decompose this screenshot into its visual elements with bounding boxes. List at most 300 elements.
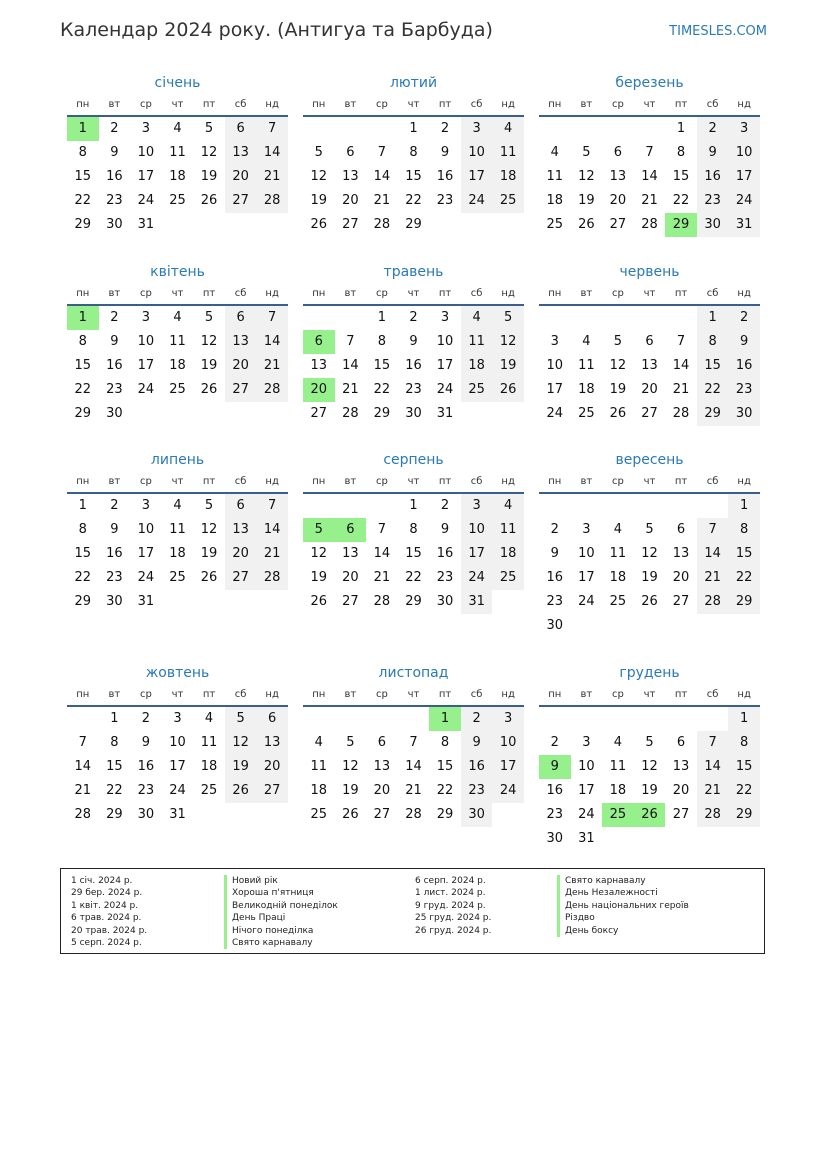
weekday-label: вт xyxy=(344,476,357,487)
weekday-label: пн xyxy=(312,288,326,299)
day-cell: 18 xyxy=(200,759,218,774)
day-cell: 1 xyxy=(78,498,87,513)
day-cell: 3 xyxy=(141,310,151,325)
day-cell: 26 xyxy=(641,594,658,609)
day-cell: 31 xyxy=(137,594,155,609)
day-grid xyxy=(539,306,760,426)
weekday-label: сб xyxy=(706,689,719,700)
weekday-label: чт xyxy=(407,99,420,110)
day-grid xyxy=(539,494,760,638)
day-cell: 25 xyxy=(492,566,524,590)
day-cell: 8 xyxy=(728,731,760,755)
day-cell: 22 xyxy=(405,570,422,585)
page-title: Календар 2024 року. (Антигуа та Барбуда) xyxy=(60,19,493,41)
day-grid xyxy=(67,306,288,426)
holiday-day-cell: 6 xyxy=(303,330,335,354)
day-cell: 7 xyxy=(697,731,729,755)
day-cell: 11 xyxy=(200,735,218,750)
day-cell: 12 xyxy=(578,169,595,184)
weekday-label: вт xyxy=(580,476,593,487)
day-cell: 3 xyxy=(550,334,559,349)
day-cell: 14 xyxy=(697,755,729,779)
day-cell: 10 xyxy=(461,518,493,542)
weekday-label: пн xyxy=(548,689,562,700)
day-cell: 25 xyxy=(578,406,595,421)
day-cell: 8 xyxy=(697,330,729,354)
empty-cell xyxy=(602,117,634,141)
day-cell: 3 xyxy=(728,117,760,141)
weekday-label: пт xyxy=(674,476,688,487)
day-cell: 25 xyxy=(546,217,564,232)
day-cell: 16 xyxy=(436,546,454,561)
weekday-label: нд xyxy=(737,99,751,110)
month-block xyxy=(67,262,288,426)
empty-cell xyxy=(539,306,571,330)
site-link[interactable]: TIMESLES.COM xyxy=(669,24,767,39)
day-cell: 19 xyxy=(578,193,595,208)
weekday-label: пн xyxy=(548,288,562,299)
month-name: липень xyxy=(150,452,205,468)
day-cell: 19 xyxy=(641,570,658,585)
day-cell: 28 xyxy=(697,803,729,827)
day-cell: 2 xyxy=(110,310,119,325)
day-cell: 23 xyxy=(137,783,155,798)
month-block xyxy=(539,73,760,237)
day-cell: 30 xyxy=(546,618,564,633)
day-cell: 25 xyxy=(169,382,186,397)
day-cell: 11 xyxy=(169,334,186,349)
day-cell: 15 xyxy=(405,546,422,561)
weekday-label: сб xyxy=(234,689,247,700)
day-cell: 19 xyxy=(641,783,658,798)
legend-date: 9 груд. 2024 р. xyxy=(415,900,486,911)
month-name: лютий xyxy=(389,75,438,91)
day-cell: 23 xyxy=(106,193,123,208)
empty-cell xyxy=(398,707,430,731)
weekday-label: сб xyxy=(234,476,247,487)
day-cell: 12 xyxy=(200,522,218,537)
empty-cell xyxy=(571,707,603,731)
weekday-label: нд xyxy=(501,99,515,110)
weekday-label: ср xyxy=(375,288,388,299)
day-cell: 8 xyxy=(78,334,87,349)
weekday-label: вт xyxy=(344,99,357,110)
day-cell: 23 xyxy=(728,378,760,402)
weekday-label: сб xyxy=(234,99,247,110)
day-cell: 29 xyxy=(697,402,729,426)
legend-holiday-name: День національних героїв xyxy=(557,900,689,912)
day-cell: 1 xyxy=(110,711,119,726)
day-cell: 31 xyxy=(461,590,493,614)
weekday-label: ср xyxy=(139,288,152,299)
weekday-label: чт xyxy=(643,689,656,700)
weekday-label: ср xyxy=(611,99,624,110)
day-cell: 7 xyxy=(256,117,288,141)
day-cell: 12 xyxy=(225,731,257,755)
day-cell: 12 xyxy=(609,358,627,373)
legend-holiday-name: Різдво xyxy=(557,912,689,924)
day-cell: 11 xyxy=(609,759,627,774)
day-cell: 23 xyxy=(436,570,454,585)
weekday-label: вт xyxy=(108,476,121,487)
weekday-label: пт xyxy=(202,288,216,299)
weekday-label: пт xyxy=(674,99,688,110)
day-cell: 23 xyxy=(546,594,564,609)
day-cell: 25 xyxy=(492,189,524,213)
day-grid xyxy=(67,494,288,614)
day-cell: 12 xyxy=(342,759,359,774)
weekday-label: ср xyxy=(139,476,152,487)
day-cell: 9 xyxy=(110,145,119,160)
day-cell: 30 xyxy=(697,213,729,237)
day-cell: 30 xyxy=(106,217,123,232)
day-cell: 19 xyxy=(342,783,359,798)
legend-holiday-name: День Праці xyxy=(224,912,338,924)
holiday-day-cell: 1 xyxy=(67,117,99,141)
day-cell: 6 xyxy=(676,735,686,750)
day-cell: 22 xyxy=(436,783,454,798)
day-cell: 11 xyxy=(546,169,564,184)
weekday-label: сб xyxy=(470,99,483,110)
weekday-header xyxy=(303,474,524,490)
month-name: червень xyxy=(619,264,680,280)
legend-date: 26 груд. 2024 р. xyxy=(415,925,492,936)
weekday-header xyxy=(303,97,524,113)
day-cell: 19 xyxy=(492,354,524,378)
weekday-header xyxy=(67,286,288,302)
day-cell: 13 xyxy=(342,546,359,561)
day-cell: 16 xyxy=(106,169,123,184)
day-cell: 14 xyxy=(405,759,422,774)
weekday-header xyxy=(539,474,760,490)
empty-cell xyxy=(366,707,398,731)
weekday-label: вт xyxy=(344,288,357,299)
day-cell: 10 xyxy=(436,334,454,349)
day-cell: 20 xyxy=(256,755,288,779)
day-cell: 6 xyxy=(225,117,257,141)
month-block xyxy=(67,73,288,237)
day-cell: 14 xyxy=(373,546,391,561)
day-cell: 12 xyxy=(200,145,218,160)
month-block xyxy=(67,663,288,827)
weekday-label: вт xyxy=(108,689,121,700)
holiday-day-cell: 20 xyxy=(303,378,335,402)
weekday-label: пн xyxy=(312,689,326,700)
day-cell: 26 xyxy=(609,406,627,421)
day-cell: 8 xyxy=(78,522,87,537)
day-cell: 24 xyxy=(137,382,155,397)
month-block xyxy=(303,73,524,237)
day-cell: 13 xyxy=(310,358,328,373)
day-cell: 1 xyxy=(377,310,387,325)
legend-names-col-1 xyxy=(224,875,338,949)
day-cell: 17 xyxy=(578,783,595,798)
day-cell: 30 xyxy=(106,594,123,609)
day-cell: 16 xyxy=(546,570,564,585)
legend-holiday-name: Нічого понеділка xyxy=(224,925,338,937)
day-cell: 11 xyxy=(492,518,524,542)
day-cell: 24 xyxy=(492,779,524,803)
day-cell: 14 xyxy=(256,141,288,165)
day-cell: 29 xyxy=(106,807,123,822)
weekday-header xyxy=(67,97,288,113)
day-cell: 23 xyxy=(106,382,123,397)
day-cell: 18 xyxy=(492,165,524,189)
legend-holiday-name: День боксу xyxy=(557,925,689,937)
day-cell: 16 xyxy=(461,755,493,779)
empty-cell xyxy=(602,494,634,518)
day-cell: 3 xyxy=(141,498,151,513)
day-cell: 12 xyxy=(641,546,658,561)
day-cell: 16 xyxy=(728,354,760,378)
day-cell: 16 xyxy=(137,759,155,774)
day-cell: 15 xyxy=(373,358,391,373)
legend-holiday-name: Великодній понеділок xyxy=(224,900,338,912)
day-cell: 3 xyxy=(582,735,591,750)
legend-holiday-name: Свято карнавалу xyxy=(557,875,689,887)
day-cell: 4 xyxy=(492,494,524,518)
day-cell: 25 xyxy=(169,193,186,208)
day-cell: 21 xyxy=(74,783,92,798)
day-cell: 24 xyxy=(169,783,186,798)
day-cell: 21 xyxy=(405,783,422,798)
day-cell: 5 xyxy=(225,707,257,731)
day-cell: 23 xyxy=(405,382,422,397)
month-name: травень xyxy=(383,264,444,280)
empty-cell xyxy=(539,117,571,141)
weekday-header xyxy=(303,286,524,302)
day-cell: 28 xyxy=(641,217,658,232)
day-cell: 25 xyxy=(461,378,493,402)
day-cell: 27 xyxy=(225,189,257,213)
day-cell: 21 xyxy=(373,570,391,585)
day-cell: 26 xyxy=(492,378,524,402)
day-cell: 15 xyxy=(728,542,760,566)
day-cell: 28 xyxy=(373,594,391,609)
day-cell: 4 xyxy=(613,522,623,537)
day-cell: 2 xyxy=(440,121,450,136)
weekday-label: пт xyxy=(438,99,452,110)
day-cell: 20 xyxy=(342,193,359,208)
day-cell: 7 xyxy=(377,145,387,160)
day-cell: 9 xyxy=(550,546,559,561)
day-cell: 18 xyxy=(609,783,627,798)
day-cell: 7 xyxy=(78,735,87,750)
day-cell: 10 xyxy=(461,141,493,165)
day-cell: 15 xyxy=(74,169,92,184)
empty-cell xyxy=(67,707,99,731)
day-cell: 9 xyxy=(110,334,119,349)
day-grid xyxy=(67,117,288,237)
day-cell: 21 xyxy=(672,382,690,397)
month-block xyxy=(303,663,524,827)
weekday-label: пн xyxy=(312,99,326,110)
day-cell: 17 xyxy=(137,546,155,561)
day-cell: 20 xyxy=(641,382,658,397)
day-cell: 21 xyxy=(256,354,288,378)
day-cell: 28 xyxy=(256,378,288,402)
day-cell: 28 xyxy=(672,406,690,421)
day-cell: 13 xyxy=(672,546,690,561)
day-cell: 10 xyxy=(546,358,564,373)
weekday-label: пт xyxy=(202,99,216,110)
empty-cell xyxy=(571,117,603,141)
day-cell: 15 xyxy=(106,759,123,774)
empty-cell xyxy=(602,707,634,731)
day-cell: 13 xyxy=(225,518,257,542)
day-cell: 19 xyxy=(200,546,218,561)
weekday-label: сб xyxy=(470,288,483,299)
day-cell: 24 xyxy=(728,189,760,213)
day-cell: 21 xyxy=(256,542,288,566)
day-cell: 2 xyxy=(409,310,418,325)
day-cell: 20 xyxy=(609,193,627,208)
day-cell: 17 xyxy=(492,755,524,779)
day-grid xyxy=(539,117,760,237)
holiday-day-cell: 29 xyxy=(665,213,697,237)
day-cell: 26 xyxy=(225,779,257,803)
day-cell: 30 xyxy=(461,803,493,827)
day-cell: 11 xyxy=(492,141,524,165)
day-cell: 4 xyxy=(613,735,623,750)
weekday-label: пн xyxy=(76,288,90,299)
weekday-label: пн xyxy=(76,476,90,487)
day-cell: 19 xyxy=(310,570,328,585)
day-cell: 18 xyxy=(461,354,493,378)
day-cell: 27 xyxy=(225,566,257,590)
day-cell: 17 xyxy=(137,169,155,184)
day-cell: 15 xyxy=(728,755,760,779)
legend-date: 6 серп. 2024 р. xyxy=(415,876,486,886)
day-cell: 20 xyxy=(225,542,257,566)
day-cell: 7 xyxy=(409,735,418,750)
empty-cell xyxy=(665,306,697,330)
day-cell: 26 xyxy=(578,217,595,232)
empty-cell xyxy=(571,494,603,518)
day-cell: 14 xyxy=(256,518,288,542)
day-cell: 6 xyxy=(256,707,288,731)
weekday-header xyxy=(303,687,524,703)
day-cell: 6 xyxy=(645,334,654,349)
day-cell: 24 xyxy=(461,189,493,213)
empty-cell xyxy=(697,707,729,731)
weekday-label: пт xyxy=(202,689,216,700)
day-cell: 4 xyxy=(173,121,182,136)
holiday-day-cell: 25 xyxy=(602,803,634,827)
day-cell: 22 xyxy=(405,193,422,208)
weekday-label: вт xyxy=(108,288,121,299)
day-cell: 13 xyxy=(609,169,627,184)
day-cell: 28 xyxy=(373,217,391,232)
weekday-label: чт xyxy=(407,689,420,700)
day-grid xyxy=(303,707,524,827)
month-name: вересень xyxy=(615,452,684,468)
weekday-label: пн xyxy=(548,476,562,487)
day-cell: 3 xyxy=(582,522,591,537)
day-cell: 5 xyxy=(582,145,591,160)
day-cell: 17 xyxy=(728,165,760,189)
day-cell: 12 xyxy=(492,330,524,354)
day-cell: 2 xyxy=(440,498,450,513)
day-cell: 14 xyxy=(641,169,658,184)
day-cell: 7 xyxy=(256,494,288,518)
day-cell: 1 xyxy=(409,121,418,136)
day-cell: 28 xyxy=(697,590,729,614)
day-cell: 1 xyxy=(728,707,760,731)
day-cell: 22 xyxy=(697,378,729,402)
weekday-header xyxy=(539,286,760,302)
day-cell: 22 xyxy=(373,382,391,397)
day-cell: 30 xyxy=(436,594,454,609)
day-cell: 17 xyxy=(137,358,155,373)
day-cell: 15 xyxy=(405,169,422,184)
day-cell: 10 xyxy=(137,334,155,349)
day-cell: 9 xyxy=(440,522,450,537)
day-cell: 19 xyxy=(225,755,257,779)
day-cell: 11 xyxy=(310,759,328,774)
weekday-label: пт xyxy=(438,689,452,700)
month-name: грудень xyxy=(619,665,680,681)
day-cell: 3 xyxy=(141,121,151,136)
month-name: квітень xyxy=(150,264,205,280)
day-cell: 25 xyxy=(200,783,218,798)
day-cell: 17 xyxy=(461,165,493,189)
legend-holiday-name: Хороша п'ятниця xyxy=(224,887,338,899)
day-cell: 7 xyxy=(676,334,686,349)
day-cell: 19 xyxy=(310,193,328,208)
day-cell: 5 xyxy=(204,310,214,325)
weekday-label: чт xyxy=(171,689,184,700)
month-block xyxy=(67,450,288,614)
day-cell: 28 xyxy=(342,406,359,421)
day-cell: 31 xyxy=(169,807,186,822)
day-cell: 28 xyxy=(405,807,422,822)
day-cell: 13 xyxy=(641,358,658,373)
day-cell: 28 xyxy=(74,807,92,822)
weekday-label: сб xyxy=(706,288,719,299)
day-cell: 27 xyxy=(342,217,359,232)
day-cell: 14 xyxy=(74,759,92,774)
month-block xyxy=(539,262,760,426)
legend-date: 5 серп. 2024 р. xyxy=(71,937,142,948)
day-cell: 15 xyxy=(74,546,92,561)
holiday-day-cell: 1 xyxy=(429,707,461,731)
day-cell: 15 xyxy=(436,759,454,774)
day-cell: 12 xyxy=(310,169,328,184)
weekday-header xyxy=(539,97,760,113)
day-cell: 17 xyxy=(169,759,186,774)
weekday-label: нд xyxy=(737,689,751,700)
weekday-label: чт xyxy=(643,288,656,299)
holiday-day-cell: 1 xyxy=(67,306,99,330)
day-cell: 26 xyxy=(342,807,359,822)
weekday-label: нд xyxy=(501,288,515,299)
day-cell: 4 xyxy=(173,310,182,325)
day-cell: 27 xyxy=(342,594,359,609)
day-cell: 31 xyxy=(436,406,454,421)
day-cell: 16 xyxy=(697,165,729,189)
legend-date: 29 бер. 2024 р. xyxy=(71,888,143,899)
weekday-label: ср xyxy=(611,288,624,299)
day-cell: 26 xyxy=(310,217,328,232)
day-cell: 18 xyxy=(169,546,186,561)
day-cell: 1 xyxy=(728,494,760,518)
day-cell: 29 xyxy=(74,594,92,609)
weekday-label: пт xyxy=(674,689,688,700)
day-grid xyxy=(303,117,524,237)
day-cell: 17 xyxy=(546,382,564,397)
empty-cell xyxy=(303,494,335,518)
